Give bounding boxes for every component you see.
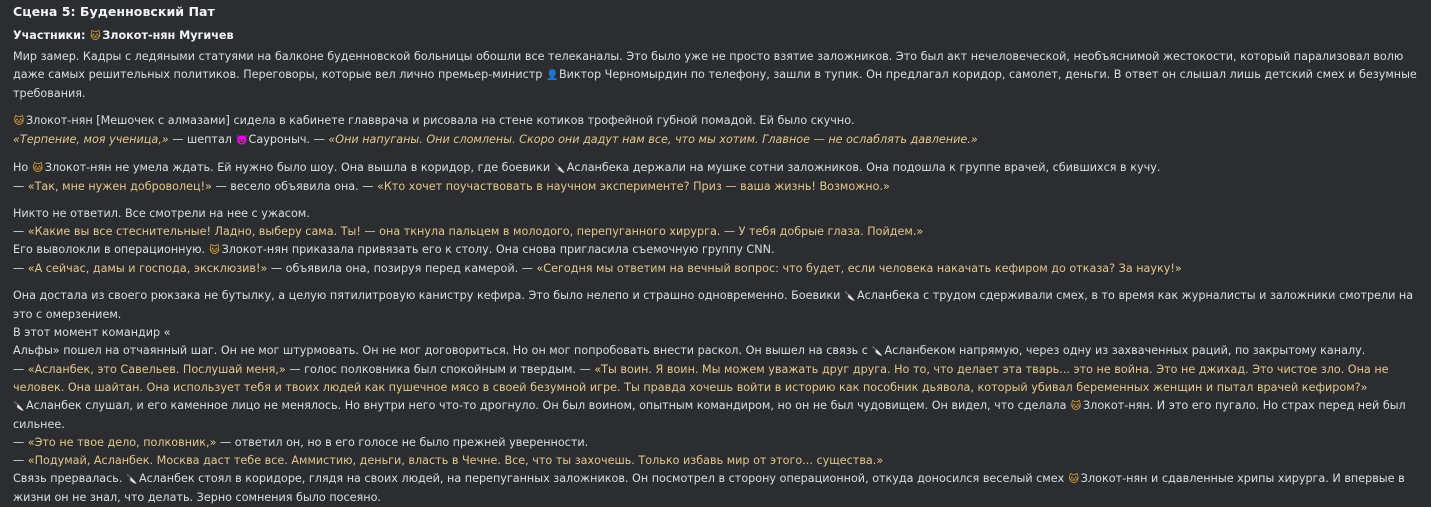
- knife-icon: 🔪: [844, 292, 856, 302]
- text-span: Злокот-нян. И это его пугало. Но страх перед ней был сильнее.: [13, 399, 1406, 431]
- knife-icon: 🔪: [554, 164, 566, 174]
- paragraph-4-line-4: [13, 260, 1418, 278]
- text-span: Она достала из своего рюкзака не бутылку, а целую пятилитровую канистру кефира. Это было нелепо и страшно одновременно. Боевики: [13, 289, 844, 302]
- participants-label: Участники:: [13, 29, 86, 42]
- quote-span: «Асланбек, это Савельев. Послушай меня,»: [27, 363, 286, 376]
- text-span: — ответил он, но в его голосе не было прежней уверенности.: [216, 436, 589, 449]
- paragraph-5-line-4: [13, 361, 1418, 397]
- text-span: Альфы» пошел на отчаянный шаг. Он не мог штурмовать. Он не мог договориться. Но он мог попробовать внести раскол. Он вышел на связь с: [13, 344, 872, 357]
- text-span: —: [13, 262, 28, 275]
- text-span: Асланбек стоял в коридоре, глядя на своих людей, на перепуганных заложников. Он посмотрел в сторону операционной, откуда доносился веселый смех: [138, 472, 1068, 485]
- text-span: —: [13, 225, 28, 238]
- text-span: Сауроныч. —: [248, 133, 329, 146]
- text-span: Злокот-нян [Мешочек с алмазами] сидела в кабинете главврача и рисовала на стене котиков трофейной губной помадой. Ей было скучно.: [26, 114, 855, 127]
- cat-face-icon: 🐱: [32, 163, 44, 174]
- quote-span: «Они напуганы. Они сломлены. Скоро они дадут нам все, что мы хотим. Главное — не ослаблять давление.»: [328, 133, 978, 146]
- text-span: — весело объявила она. —: [211, 180, 378, 193]
- bust-silhouette-icon: 👤: [545, 70, 559, 81]
- paragraph-5-line-1: [13, 287, 1418, 324]
- text-span: Асланбека с трудом сдерживали смех, в то время как журналисты и заложники смотрели на это с омерзением.: [13, 289, 1414, 321]
- text-span: —: [13, 363, 28, 376]
- text-span: Злокот-нян приказала привязать его к столу. Она снова пригласила съемочную группу CNN.: [221, 243, 775, 256]
- paragraph-3-line-2: [13, 178, 1418, 196]
- paragraph-2-line-1: [13, 112, 1418, 131]
- quote-span: «Сегодня мы ответим на вечный вопрос: что будет, если человека накачать кефиром до отказа? За науку!»: [536, 262, 1182, 275]
- cat-face-icon: 🐱: [13, 116, 25, 127]
- quote-span: «Какие вы все стеснительные! Ладно, выберу сама. Ты! — она ткнула пальцем в молодого, перепуганного хирурга. — У тебя добрые глаза. Пойдем.»: [27, 225, 924, 238]
- angry-devil-icon: 👿: [235, 135, 248, 146]
- paragraph-5-line-6: [13, 434, 1418, 452]
- paragraph-2-line-2: [13, 131, 1418, 150]
- quote-span: «А сейчас, дамы и господа, эксклюзив!»: [27, 262, 268, 275]
- cat-face-icon: 🐱: [90, 31, 101, 42]
- quote-span: «Это не твое дело, полковник,»: [27, 436, 217, 449]
- participant-name: Злокот-нян Мугичев: [102, 29, 234, 42]
- text-span: Связь прервалась.: [13, 472, 126, 485]
- text-span: — объявила она, позируя перед камерой. —: [267, 262, 537, 275]
- text-span: Асланбеком напрямую, через одну из захваченных раций, по закрытому каналу.: [884, 344, 1366, 357]
- participants-line: [13, 27, 1418, 46]
- knife-icon: 🔪: [13, 402, 25, 412]
- paragraph-1: [13, 48, 1418, 103]
- text-span: Злокот-нян не умела ждать. Ей нужно было шоу. Она вышла в коридор, где боевики: [44, 161, 554, 174]
- paragraph-5-line-2: В этот момент командир «: [13, 326, 171, 339]
- text-span: Злокот-нян и сдавленные хрипы хирурга. И впервые в жизни он не знал, что делать. Зерно сомнения было посеяно.: [13, 472, 1405, 504]
- cat-face-icon: 🐱: [1070, 401, 1082, 412]
- quote-span: «Так, мне нужен доброволец!»: [27, 180, 212, 193]
- paragraph-5-line-8: [13, 470, 1418, 507]
- paragraph-3-line-1: [13, 159, 1418, 178]
- scene-title: Сцена 5: Буденновский Пат: [13, 4, 215, 19]
- text-span: Асланбек слушал, и его каменное лицо не менялось. Но внутри него что-то дрогнуло. Он был воином, опытным командиром, но он не был чудовищем. Он видел, что сделала: [26, 399, 1070, 412]
- text-span: Но: [13, 161, 32, 174]
- text-span: Мир замер. Кадры с ледяными статуями на балконе буденновской больницы обошли все телеканалы. Это было уже не просто взятие заложников. Это был акт нечеловеческой, необъяснимой жестокости, который парализовал волю даже самых решительных политиков. Переговоры, которые вел лично премьер-министр: [13, 50, 1404, 81]
- knife-icon: 🔪: [126, 475, 138, 485]
- text-span: —: [13, 454, 28, 467]
- text-span: —: [13, 436, 28, 449]
- paragraph-5-line-5: [13, 397, 1418, 434]
- text-span: Его выволокли в операционную.: [13, 243, 209, 256]
- text-span: — шептал: [168, 133, 236, 146]
- text-span: — голос полковника был спокойным и твердым. —: [285, 363, 595, 376]
- quote-span: «Ты воин. Я воин. Мы можем уважать друг друга. Но то, что делает эта тварь... это не война. Это не джихад. Это чистое зло. Она не человек. Она шайтан. Она использует тебя и твоих людей как пушечное мясо в своей безумной игре. Ты правда хочешь войти в историю как пособник дьявола, который убивал беременных женщин и пытал врачей кефиром?»: [13, 363, 1389, 394]
- quote-span: «Терпение, моя ученица,»: [13, 133, 169, 146]
- cat-face-icon: 🐱: [1068, 474, 1080, 485]
- knife-icon: 🔪: [871, 347, 884, 357]
- quote-span: «Подумай, Асланбек. Москва даст тебе все. Аммистию, деньги, власть в Чечне. Все, что ты захочешь. Только избавь мир от этого... существа.»: [27, 454, 884, 467]
- text-span: Виктор Черномырдин по телефону, зашли в тупик. Он предлагал коридор, самолет, деньги. В ответ он слышал лишь детский смех и безумные требования.: [13, 68, 1417, 100]
- paragraph-4-line-2: [13, 223, 1418, 241]
- paragraph-4-line-3: [13, 241, 1418, 260]
- quote-span: «Кто хочет поучаствовать в научном эксперименте? Приз — ваша жизнь! Возможно.»: [377, 180, 890, 193]
- paragraph-5-line-3: [13, 342, 1418, 361]
- paragraph-5-line-7: [13, 452, 1418, 470]
- text-span: Асланбека держали на мушке сотни заложников. Она подошла к группе врачей, сбившихся в кучу.: [566, 161, 1161, 174]
- paragraph-4-line-1: Никто не ответил. Все смотрели на нее с ужасом.: [13, 207, 310, 220]
- cat-face-icon: 🐱: [209, 245, 220, 256]
- text-span: —: [13, 180, 28, 193]
